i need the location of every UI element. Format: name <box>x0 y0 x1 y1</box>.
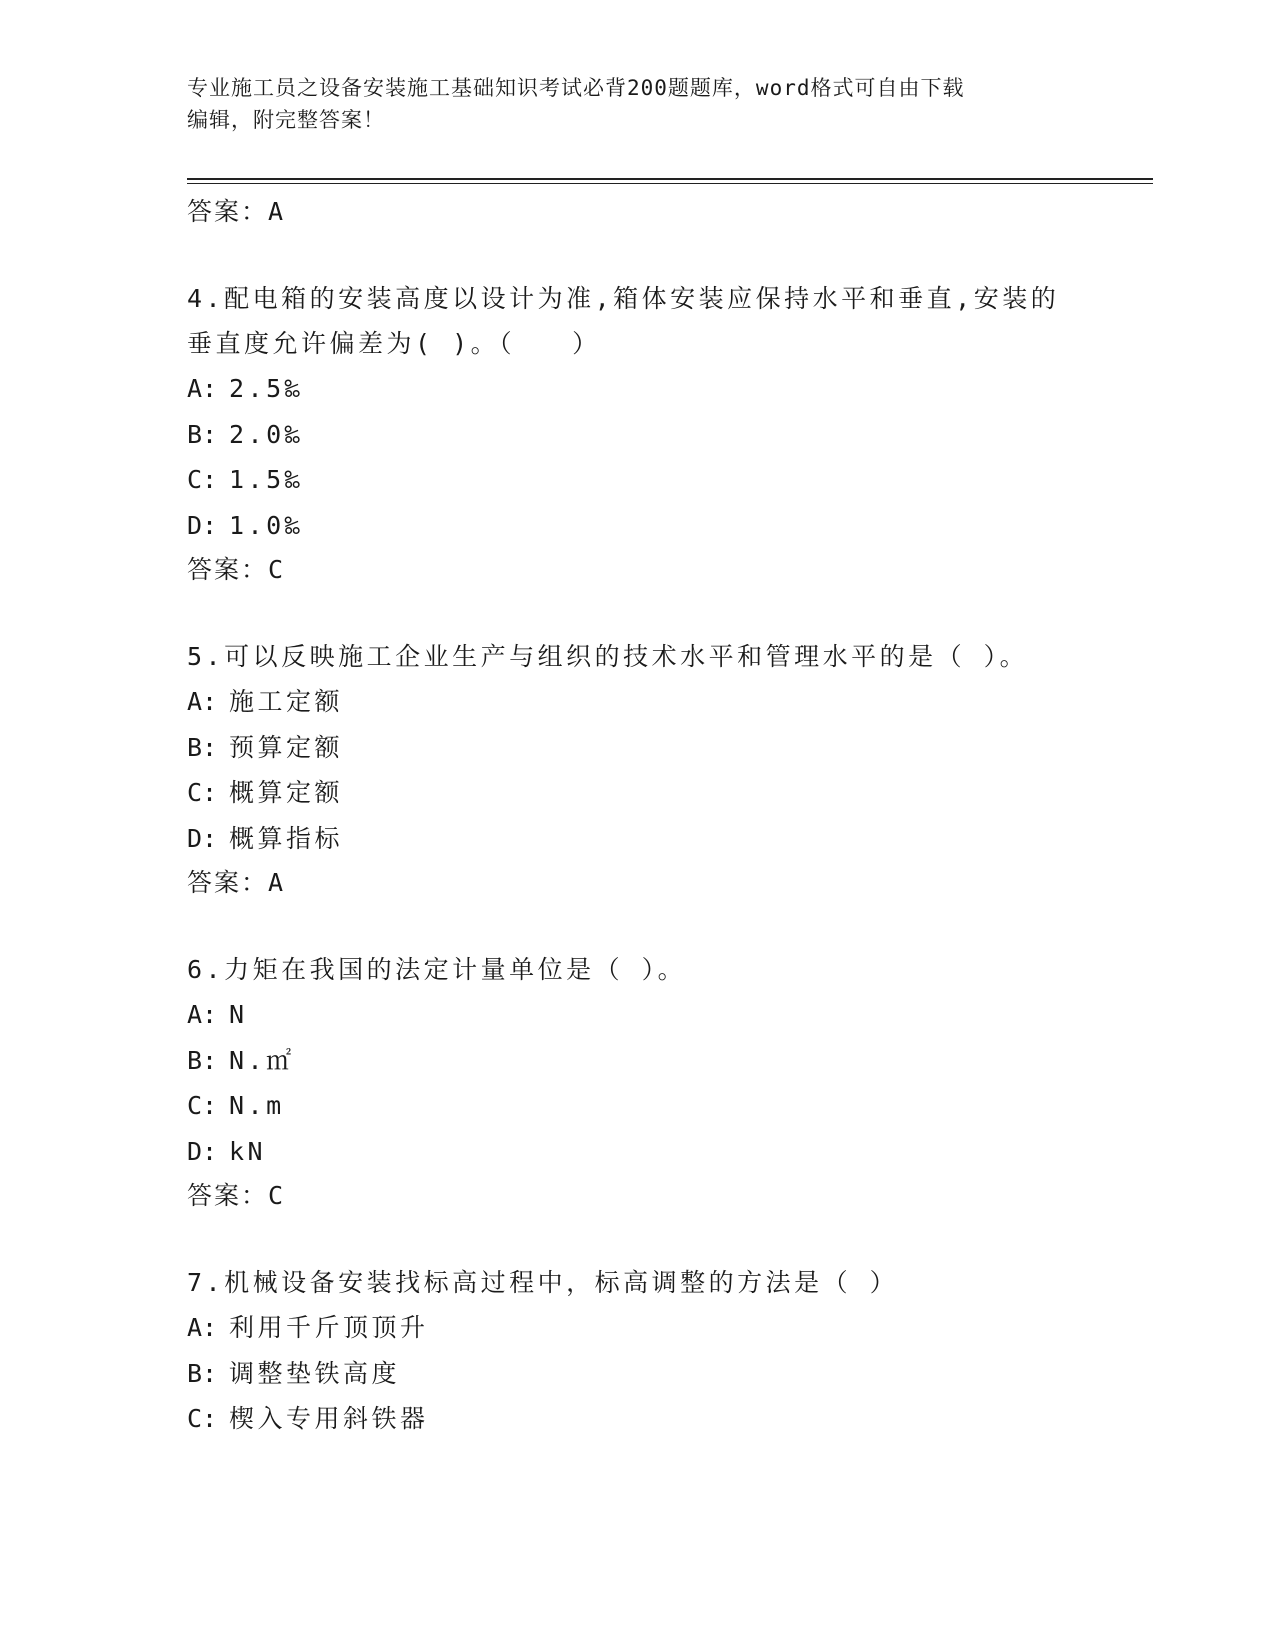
option-text: 2.5‰ <box>229 374 304 403</box>
option-text: 施工定额 <box>229 687 344 716</box>
question-5-text: 5.可以反映施工企业生产与组织的技术水平和管理水平的是（ ）。 <box>187 642 1029 671</box>
option-text: 1.0‰ <box>229 510 304 540</box>
option-text: N.m <box>229 1091 285 1120</box>
question-6-option-b <box>187 1038 1087 1084</box>
option-text: N <box>229 1000 248 1029</box>
option-letter: B: <box>187 1045 218 1075</box>
question-7 <box>187 1260 1087 1442</box>
option-letter: C: <box>187 465 218 494</box>
option-text: 利用千斤顶顶升 <box>229 1313 429 1342</box>
option-letter: C: <box>187 1091 218 1120</box>
option-text: 1.5‰ <box>229 465 304 494</box>
header-title-line-1: 专业施工员之设备安装施工基础知识考试必背200题题库，word格式可自由下载 <box>187 76 965 100</box>
option-letter: C: <box>187 1404 218 1433</box>
question-5-option-a <box>187 679 1087 725</box>
question-7-option-b <box>187 1351 1087 1397</box>
question-4-text-line-1: 4.配电箱的安装高度以设计为准,箱体安装应保持水平和垂直,安装的 <box>187 284 1060 313</box>
question-5 <box>187 634 1087 905</box>
answer-q3: 答案：A <box>187 197 286 226</box>
option-text: 概算定额 <box>229 778 344 807</box>
option-text: N.㎡ <box>229 1045 295 1075</box>
question-5-option-c <box>187 770 1087 816</box>
option-letter: A: <box>187 687 218 716</box>
option-letter: C: <box>187 778 218 807</box>
question-6-text: 6.力矩在我国的法定计量单位是（ ）。 <box>187 955 687 984</box>
question-7-text: 7.机械设备安装找标高过程中，标高调整的方法是（ ） <box>187 1268 899 1297</box>
option-letter: B: <box>187 419 218 449</box>
question-7-option-c <box>187 1396 1087 1442</box>
option-letter: A: <box>187 1000 218 1029</box>
option-letter: D: <box>187 823 218 853</box>
answer-q6: 答案：C <box>187 1181 286 1210</box>
option-text: 调整垫铁高度 <box>229 1358 401 1388</box>
question-6-option-a <box>187 992 1087 1038</box>
question-4-option-c <box>187 457 1087 503</box>
answer-q5: 答案：A <box>187 868 286 897</box>
header-divider-thin <box>187 183 1153 184</box>
question-7-option-a <box>187 1305 1087 1351</box>
answer-q4: 答案：C <box>187 555 286 584</box>
option-text: 2.0‰ <box>229 419 304 449</box>
question-6 <box>187 947 1087 1218</box>
page-header <box>187 72 1077 136</box>
question-list <box>187 190 1087 1442</box>
question-4-option-b <box>187 412 1087 458</box>
option-letter: A: <box>187 1313 218 1342</box>
question-4-option-d <box>187 503 1087 549</box>
question-4-text-line-2: 垂直度允许偏差为( )。（ ） <box>187 329 601 358</box>
option-text: 楔入专用斜铁器 <box>229 1404 429 1433</box>
option-letter: B: <box>187 1358 218 1388</box>
option-letter: B: <box>187 732 218 762</box>
question-4-option-a <box>187 366 1087 412</box>
question-5-option-b <box>187 725 1087 771</box>
option-letter: D: <box>187 1136 218 1166</box>
header-divider-thick <box>187 178 1153 180</box>
option-text: 预算定额 <box>229 732 344 762</box>
question-4 <box>187 276 1087 592</box>
question-5-option-d <box>187 816 1087 862</box>
option-letter: D: <box>187 510 218 540</box>
header-title-line-2: 编辑，附完整答案！ <box>187 108 385 132</box>
option-text: 概算指标 <box>229 823 344 853</box>
option-text: kN <box>229 1136 267 1166</box>
question-6-option-c <box>187 1083 1087 1129</box>
question-6-option-d <box>187 1129 1087 1175</box>
option-letter: A: <box>187 374 218 403</box>
